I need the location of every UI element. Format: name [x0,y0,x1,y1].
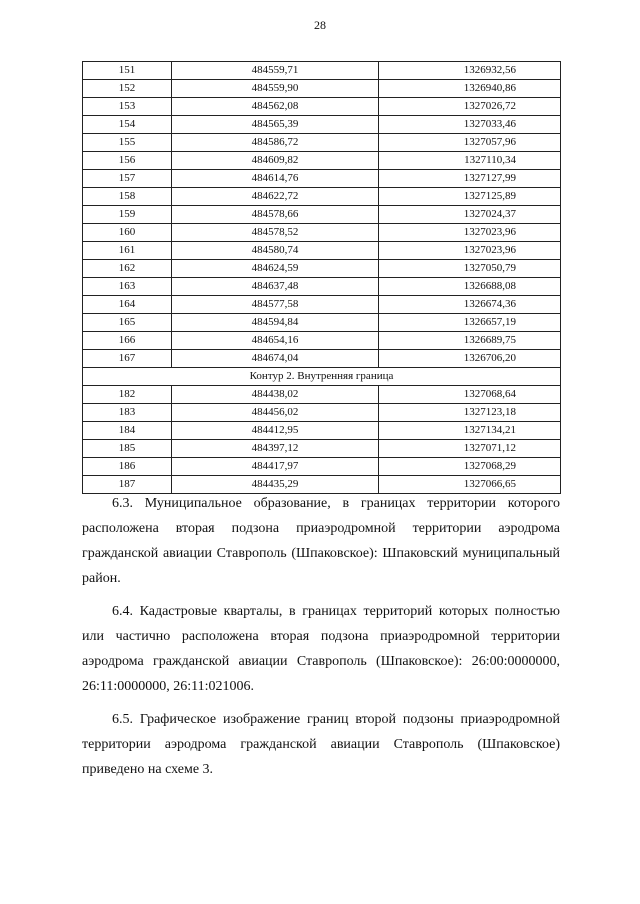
y-coordinate-cell: 1327068,29 [379,458,561,476]
y-coordinate-cell: 1327071,12 [379,440,561,458]
x-coordinate-cell: 484412,95 [172,422,379,440]
point-number-cell: 151 [83,62,172,80]
y-coordinate-cell: 1326657,19 [379,314,561,332]
table-row [83,116,561,134]
y-coordinate-cell: 1327023,96 [379,242,561,260]
table-row [83,224,561,242]
point-number-cell: 152 [83,80,172,98]
x-coordinate-cell: 484674,04 [172,350,379,368]
y-coordinate-cell: 1326688,08 [379,278,561,296]
point-number-cell: 165 [83,314,172,332]
x-coordinate-cell: 484577,58 [172,296,379,314]
point-number-cell: 187 [83,476,172,494]
point-number-cell: 162 [83,260,172,278]
table-row [83,188,561,206]
table-row [83,152,561,170]
y-coordinate-cell: 1327024,37 [379,206,561,224]
section-title: Контур 2. Внутренняя граница [83,368,561,386]
table-row [83,314,561,332]
y-coordinate-cell: 1327127,99 [379,170,561,188]
paragraph-6-5: 6.5. Графическое изображение границ второй подзоны приаэродромной территории аэродрома гражданской авиации Ставрополь (Шпаковское) приведено на схеме 3. [82,712,560,777]
point-number-cell: 156 [83,152,172,170]
y-coordinate-cell: 1326940,86 [379,80,561,98]
y-coordinate-cell: 1327050,79 [379,260,561,278]
x-coordinate-cell: 484637,48 [172,278,379,296]
x-coordinate-cell: 484614,76 [172,170,379,188]
table-row [83,422,561,440]
table-row [83,62,561,80]
x-coordinate-cell: 484559,71 [172,62,379,80]
point-number-cell: 182 [83,386,172,404]
y-coordinate-cell: 1327023,96 [379,224,561,242]
x-coordinate-cell: 484578,52 [172,224,379,242]
y-coordinate-cell: 1327066,65 [379,476,561,494]
coordinates-table [82,61,561,494]
x-coordinate-cell: 484580,74 [172,242,379,260]
point-number-cell: 163 [83,278,172,296]
y-coordinate-cell: 1327033,46 [379,116,561,134]
point-number-cell: 160 [83,224,172,242]
table-row [83,206,561,224]
point-number-cell: 154 [83,116,172,134]
x-coordinate-cell: 484586,72 [172,134,379,152]
x-coordinate-cell: 484578,66 [172,206,379,224]
point-number-cell: 164 [83,296,172,314]
table-row [83,170,561,188]
point-number-cell: 184 [83,422,172,440]
y-coordinate-cell: 1327134,21 [379,422,561,440]
point-number-cell: 166 [83,332,172,350]
table-row [83,386,561,404]
point-number-cell: 155 [83,134,172,152]
point-number-cell: 159 [83,206,172,224]
page-number: 28 [314,18,326,32]
point-number-cell: 161 [83,242,172,260]
x-coordinate-cell: 484565,39 [172,116,379,134]
x-coordinate-cell: 484562,08 [172,98,379,116]
point-number-cell: 158 [83,188,172,206]
paragraph-6-3: 6.3. Муниципальное образование, в границах территории которого расположена вторая подзона приаэродромной территории аэродрома гражданской авиации Ставрополь (Шпаковское): Шпаковский муниципальный район. [82,496,560,586]
y-coordinate-cell: 1327110,34 [379,152,561,170]
table-row [83,98,561,116]
table-row [83,332,561,350]
table-row [83,134,561,152]
table-row [83,80,561,98]
y-coordinate-cell: 1327026,72 [379,98,561,116]
x-coordinate-cell: 484609,82 [172,152,379,170]
table-row [83,278,561,296]
x-coordinate-cell: 484456,02 [172,404,379,422]
point-number-cell: 167 [83,350,172,368]
y-coordinate-cell: 1326689,75 [379,332,561,350]
table-row [83,260,561,278]
y-coordinate-cell: 1327123,18 [379,404,561,422]
y-coordinate-cell: 1327057,96 [379,134,561,152]
point-number-cell: 183 [83,404,172,422]
point-number-cell: 186 [83,458,172,476]
x-coordinate-cell: 484397,12 [172,440,379,458]
point-number-cell: 185 [83,440,172,458]
paragraph-6-4: 6.4. Кадастровые кварталы, в границах территорий которых полностью или частично расположена вторая подзона приаэродромной территории аэродрома гражданской авиации Ставрополь (Шпаковское): 26:00:0000000, 26:11:0000000, 26:11:021006. [82,604,560,694]
x-coordinate-cell: 484594,84 [172,314,379,332]
table-row [83,458,561,476]
paragraphs [82,491,560,790]
table-row [83,440,561,458]
table-row [83,296,561,314]
x-coordinate-cell: 484559,90 [172,80,379,98]
point-number-cell: 153 [83,98,172,116]
y-coordinate-cell: 1327068,64 [379,386,561,404]
table-row [83,242,561,260]
x-coordinate-cell: 484438,02 [172,386,379,404]
table-row [83,350,561,368]
x-coordinate-cell: 484622,72 [172,188,379,206]
y-coordinate-cell: 1327125,89 [379,188,561,206]
x-coordinate-cell: 484624,59 [172,260,379,278]
table-row [83,404,561,422]
x-coordinate-cell: 484654,16 [172,332,379,350]
y-coordinate-cell: 1326706,20 [379,350,561,368]
table-section-row [83,368,561,386]
x-coordinate-cell: 484435,29 [172,476,379,494]
y-coordinate-cell: 1326674,36 [379,296,561,314]
point-number-cell: 157 [83,170,172,188]
x-coordinate-cell: 484417,97 [172,458,379,476]
y-coordinate-cell: 1326932,56 [379,62,561,80]
